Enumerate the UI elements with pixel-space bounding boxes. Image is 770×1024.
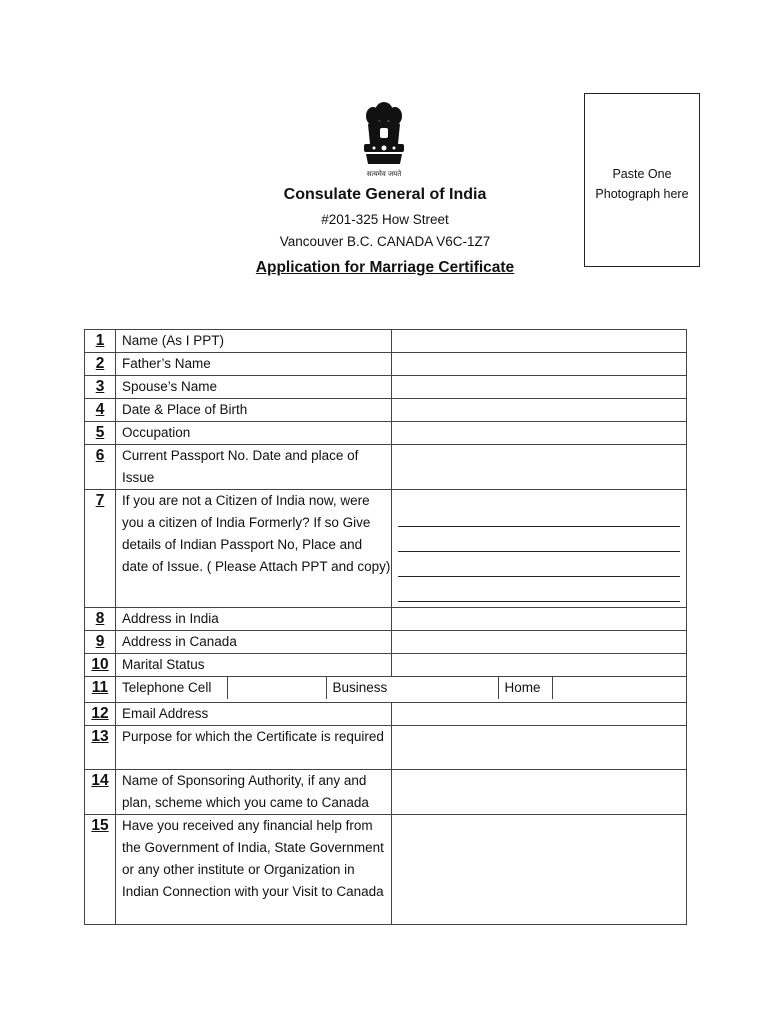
financial-help-input[interactable]	[392, 815, 687, 925]
spouses-name-input[interactable]	[392, 376, 687, 399]
form-row	[85, 353, 687, 376]
field-label: Email Address	[116, 703, 392, 726]
photo-box-line-1: Paste One	[612, 167, 672, 181]
field-label: Name (As I PPT)	[116, 330, 392, 353]
field-number: 13	[85, 726, 116, 770]
field-number: 2	[85, 353, 116, 376]
home-phone-input[interactable]	[552, 677, 686, 699]
form-row	[85, 445, 687, 490]
field-number: 8	[85, 608, 116, 631]
business-label: Business	[326, 677, 396, 699]
photo-box-line-2: Photograph here	[595, 187, 689, 201]
marital-status-input[interactable]	[392, 654, 687, 677]
telephone-fields	[116, 677, 686, 699]
field-label: Current Passport No. Date and place of Issue	[116, 445, 392, 490]
answer-line[interactable]	[398, 552, 680, 577]
form-row	[85, 490, 687, 608]
field-label: If you are not a Citizen of India now, were you a citizen of India Formerly? If so Give details of Indian Passport No, Place and date of Issue. ( Please Attach PPT and copy)	[116, 490, 392, 608]
form-row	[85, 631, 687, 654]
field-number: 3	[85, 376, 116, 399]
business-phone-input[interactable]	[396, 677, 498, 699]
form-row	[85, 770, 687, 815]
form-row	[85, 399, 687, 422]
telephone-cell-label: Telephone Cell	[122, 680, 212, 695]
consulate-title: Consulate General of India	[283, 186, 487, 203]
form-row	[85, 677, 687, 703]
field-label: Have you received any financial help from the Government of India, State Government or any other institute or Organization in Indian Connection with your Visit to Canada	[116, 815, 392, 925]
answer-line[interactable]	[398, 502, 680, 527]
purpose-input[interactable]	[392, 726, 687, 770]
photo-box[interactable]	[584, 93, 700, 267]
form-row	[85, 815, 687, 925]
form-row	[85, 726, 687, 770]
form-row	[85, 376, 687, 399]
fathers-name-input[interactable]	[392, 353, 687, 376]
form-row	[85, 703, 687, 726]
field-number: 11	[85, 677, 116, 703]
address-line-2: Vancouver B.C. CANADA V6C-1Z7	[279, 234, 491, 249]
name-input[interactable]	[392, 330, 687, 353]
telephone-cell-input[interactable]	[227, 677, 326, 699]
occupation-input[interactable]	[392, 422, 687, 445]
field-number: 10	[85, 654, 116, 677]
home-label: Home	[498, 677, 552, 699]
field-number: 1	[85, 330, 116, 353]
address-india-input[interactable]	[392, 608, 687, 631]
form-row	[85, 422, 687, 445]
field-label: Marital Status	[116, 654, 392, 677]
field-number: 5	[85, 422, 116, 445]
national-emblem-icon	[354, 92, 414, 182]
answer-lines	[392, 490, 686, 602]
form-title: Application for Marriage Certificate	[255, 259, 515, 276]
form-row	[85, 330, 687, 353]
field-label: Father’s Name	[116, 353, 392, 376]
birth-date-place-input[interactable]	[392, 399, 687, 422]
former-citizenship-input[interactable]	[392, 490, 687, 608]
field-label: Name of Sponsoring Authority, if any and plan, scheme which you came to Canada	[116, 770, 392, 815]
field-number: 12	[85, 703, 116, 726]
form-row	[85, 654, 687, 677]
form-row	[85, 608, 687, 631]
field-number: 4	[85, 399, 116, 422]
passport-details-input[interactable]	[392, 445, 687, 490]
field-label: Date & Place of Birth	[116, 399, 392, 422]
field-label: Occupation	[116, 422, 392, 445]
field-label: Spouse’s Name	[116, 376, 392, 399]
field-label: Address in Canada	[116, 631, 392, 654]
field-number: 9	[85, 631, 116, 654]
field-label: Purpose for which the Certificate is required	[116, 726, 392, 770]
field-number: 6	[85, 445, 116, 490]
field-label: Address in India	[116, 608, 392, 631]
email-input[interactable]	[392, 703, 687, 726]
form-header	[200, 184, 570, 279]
emblem-motto: सत्यमेव जयते	[366, 170, 402, 178]
field-number: 15	[85, 815, 116, 925]
telephone-row	[116, 677, 687, 703]
application-form-table	[84, 329, 687, 925]
answer-line[interactable]	[398, 527, 680, 552]
address-canada-input[interactable]	[392, 631, 687, 654]
answer-line[interactable]	[398, 577, 680, 602]
address-line-1: #201-325 How Street	[321, 212, 449, 227]
field-number: 7	[85, 490, 116, 608]
field-number: 14	[85, 770, 116, 815]
sponsoring-authority-input[interactable]	[392, 770, 687, 815]
